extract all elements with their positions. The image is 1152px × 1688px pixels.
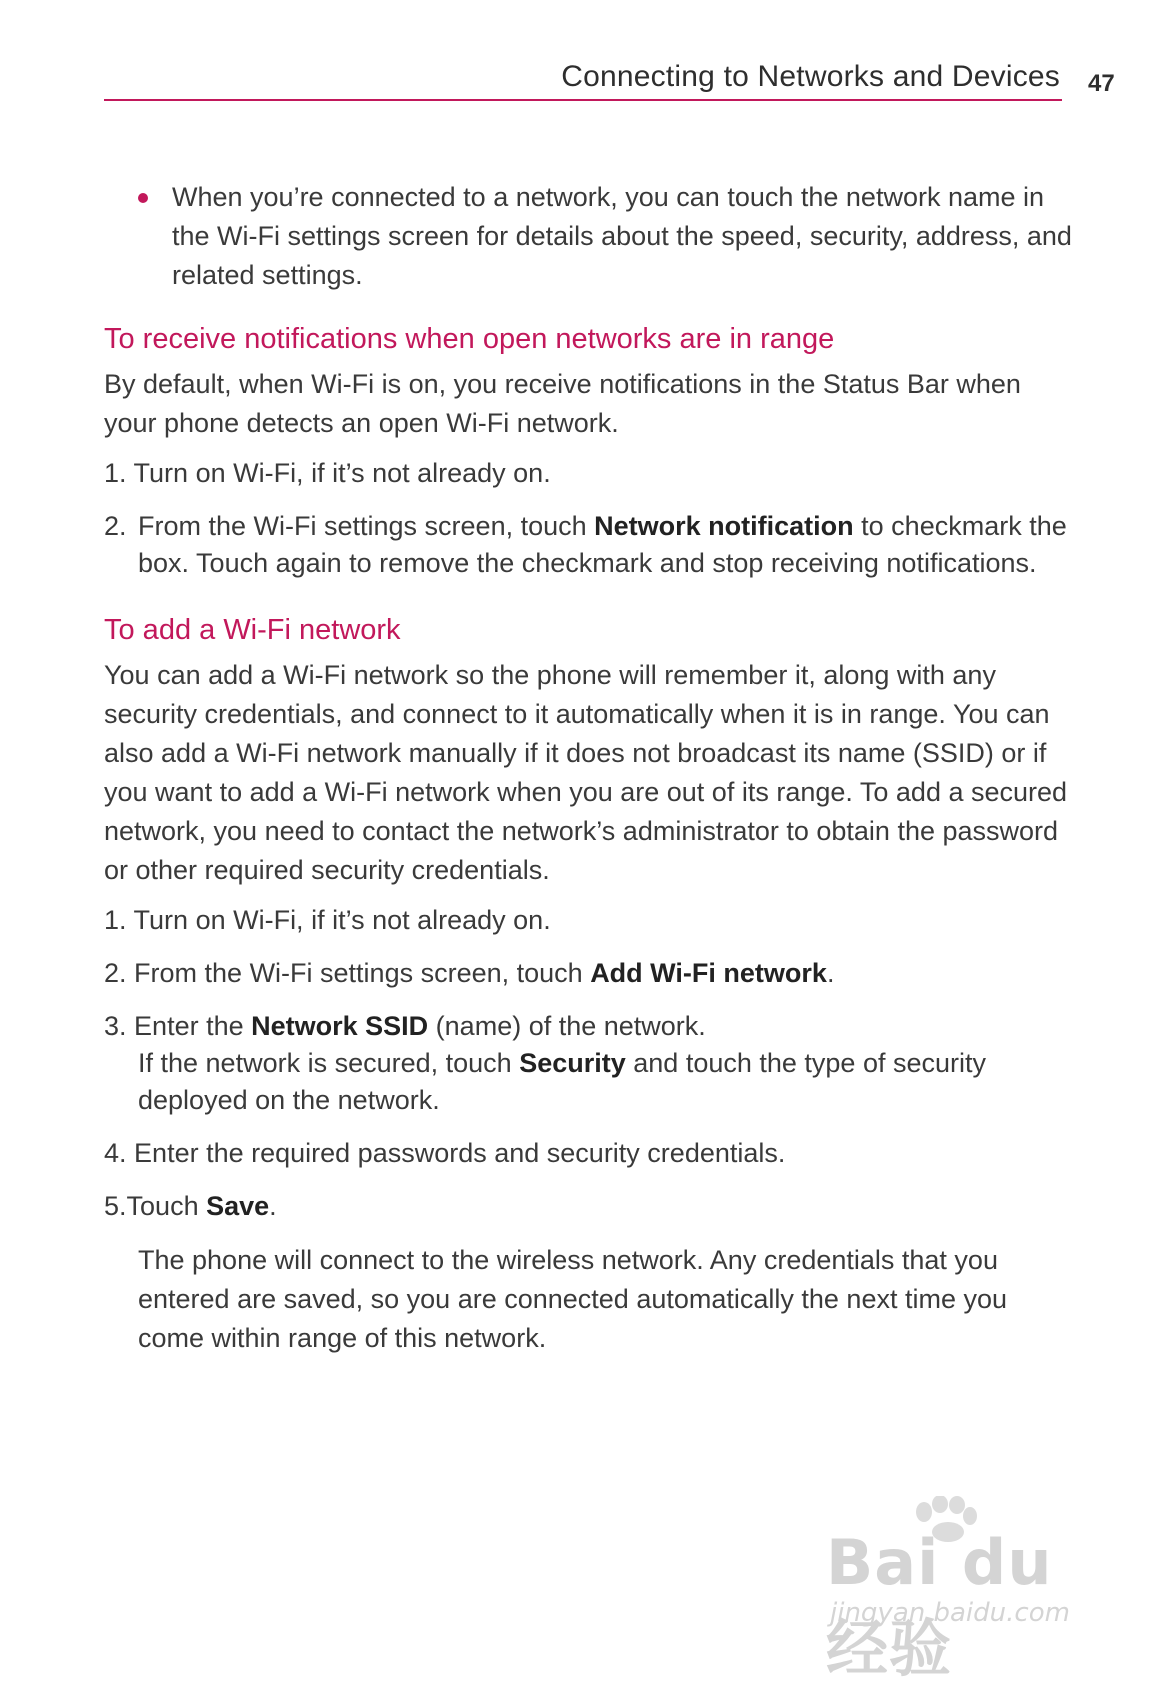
ui-term: Security	[519, 1048, 626, 1078]
step-text: .	[269, 1191, 277, 1221]
step-text: and touch the type of security deployed on the network.	[138, 1048, 986, 1115]
section-body-notifications: By default, when Wi-Fi is on, you receive notifications in the Status Bar when your phone detects an open Wi-Fi network.	[104, 369, 1021, 438]
baidu-watermark	[820, 1490, 1110, 1685]
step-text: Turn on Wi-Fi, if it’s not already on.	[133, 458, 551, 488]
step-number: 2.	[104, 958, 127, 988]
step-text: Enter the	[134, 1011, 252, 1041]
step-text: (name) of the network.	[428, 1011, 706, 1041]
chapter-title: Connecting to Networks and Devices	[561, 60, 1060, 93]
header-divider	[104, 99, 1062, 101]
step-text: If the network is secured, touch	[138, 1048, 520, 1078]
step-text: Touch	[126, 1191, 207, 1221]
section-heading-add-network: To add a Wi-Fi network	[104, 614, 401, 646]
step-number: 3.	[104, 1011, 127, 1041]
step-text: Turn on Wi-Fi, if it’s not already on.	[133, 905, 551, 935]
list-item	[104, 902, 1074, 939]
list-item	[104, 955, 1074, 992]
intro-bullet-text: When you’re connected to a network, you can touch the network name in the Wi-Fi settings screen for details about the speed, security, address, and related settings.	[172, 182, 1072, 290]
step-number: 4.	[104, 1138, 127, 1168]
list-item	[104, 1188, 1074, 1225]
watermark-brand: Bai du 经验	[826, 1526, 1053, 1685]
step-number: 1.	[104, 458, 127, 488]
page-number: 47	[1088, 70, 1115, 97]
list-item	[104, 1135, 1074, 1172]
step-subtext	[104, 1045, 1074, 1119]
section-body-add-network: You can add a Wi-Fi network so the phone will remember it, along with any security credentials, and connect to it automatically when it is in range. You can also add a Wi-Fi network manually if it does not broadcast its name (SSID) or if you want to add a Wi-Fi network when you are out of its range. To add a secured network, you need to contact the network’s administrator to obtain the password or other required security credentials.	[104, 660, 1068, 885]
page-header	[0, 0, 1152, 110]
step-number: 1.	[104, 905, 127, 935]
watermark-url: jingyan.baidu.com	[830, 1598, 1070, 1628]
step-number: 5.	[104, 1191, 127, 1221]
ui-term: Network notification	[594, 511, 854, 541]
ui-term: Add Wi-Fi network	[590, 958, 827, 988]
step-text: From the Wi-Fi settings screen, touch	[134, 958, 591, 988]
step-text: to checkmark the box. Touch again to remove the checkmark and stop receiving notifications.	[138, 511, 1067, 578]
list-item	[104, 1008, 1074, 1119]
ui-term: Save	[206, 1191, 270, 1221]
step-text: .	[826, 958, 835, 988]
page-content	[104, 178, 1074, 1370]
bullet-icon	[138, 193, 148, 203]
step-text: Enter the required passwords and security credentials.	[134, 1138, 786, 1168]
closing-paragraph: The phone will connect to the wireless network. Any credentials that you entered are saved, so you are connected automatically the next time you come within range of this network.	[138, 1245, 1008, 1353]
intro-bullet	[104, 178, 1074, 295]
ui-term: Network SSID	[251, 1011, 429, 1041]
step-text: From the Wi-Fi settings screen, touch	[138, 511, 595, 541]
section-heading-notifications: To receive notifications when open networks are in range	[104, 323, 835, 355]
step-number: 2.	[104, 511, 127, 541]
list-item	[104, 455, 1074, 492]
list-item	[104, 508, 1074, 582]
